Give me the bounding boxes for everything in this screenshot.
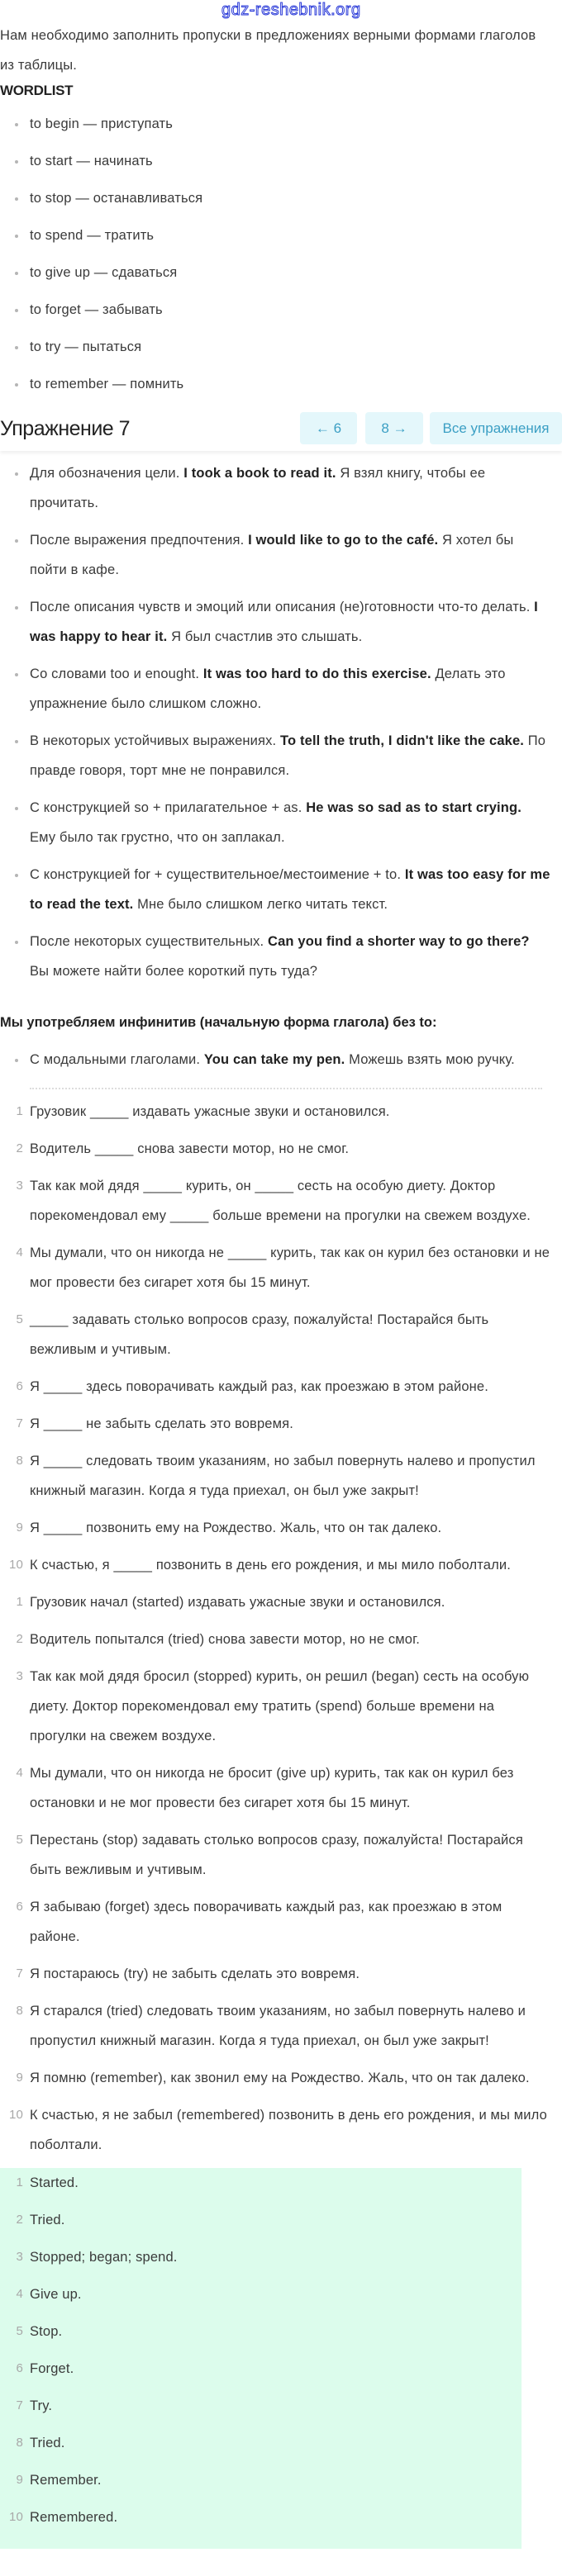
answer-item (0, 2354, 550, 2384)
rule-description: После выражения предпочтения. (30, 533, 249, 548)
task-item-text: Я _____ не забыть сделать это вовремя. (30, 1416, 293, 1431)
answer-item-text: Forget. (30, 2361, 74, 2376)
answer-item (0, 2391, 550, 2421)
wordlist-heading: WORDLIST (0, 83, 74, 98)
bullet-icon (15, 539, 18, 543)
rule-example: He was so sad as to start crying. (306, 800, 522, 815)
without-to-heading: Мы употребляем инфинитив (начальную форма глагола) без to: (0, 1015, 437, 1030)
rule-example: You can take my pen. (203, 1052, 345, 1067)
item-number: 2 (16, 1632, 23, 1646)
wordlist-text: to forget — забывать (30, 302, 163, 317)
rule-translation: Вы можете найти более короткий путь туда? (30, 964, 318, 979)
rule-translation: По правде говоря, торт мне не понравился. (30, 733, 546, 778)
item-number: 5 (16, 2324, 23, 2338)
translation-item (0, 1892, 550, 1952)
answer-item (0, 2205, 550, 2235)
arrow-left-icon: ← (315, 420, 330, 436)
wordlist-text: to spend — тратить (30, 228, 155, 243)
translation-item (0, 2063, 550, 2093)
intro-text: Нам необходимо заполнить пропуски в предложениях верными формами глаголов из таблицы. (0, 28, 536, 73)
item-number: 1 (16, 2175, 23, 2189)
wordlist-text: to try — пытаться (30, 339, 142, 354)
wordlist-text: to give up — сдаваться (30, 265, 178, 280)
translation-item-text: Я старался (tried) следовать твоим указаниям, но забыл повернуть налево и пропустил книжный магазин. Когда я туда приехал, он был уже закрыт! (30, 2004, 526, 2048)
item-number: 8 (16, 2004, 23, 2018)
wordlist-item (0, 332, 550, 362)
answer-item-text: Stop. (30, 2324, 63, 2339)
site-logo[interactable]: gdz-reshebnik.org (221, 1, 361, 19)
rule-example: I would like to go to the café. (248, 533, 439, 548)
rule-description: Со словами too и enought. (30, 667, 203, 681)
rule-example: It was too hard to do this exercise. (202, 667, 431, 681)
task-item-text: _____ задавать столько вопросов сразу, пожалуйста! Постарайся быть вежливым и учтивым. (30, 1312, 489, 1357)
translation-list (0, 1587, 562, 2160)
item-number: 2 (16, 2213, 23, 2227)
arrow-right-icon: → (393, 420, 407, 436)
wordlist-text: to start — начинать (30, 154, 153, 168)
translation-item-text: Так как мой дядя бросил (stopped) курить, он решил (began) сесть на особую диету. Доктор порекомендовал ему тратить (spend) больше времени на прогулки на свежем воздухе. (30, 1669, 530, 1743)
bullet-icon (15, 941, 18, 944)
item-number: 5 (16, 1833, 23, 1847)
rule-example: I was happy to hear it. (30, 600, 538, 644)
item-number: 6 (16, 1379, 23, 1393)
bullet-icon (15, 807, 18, 810)
translation-item-text: Перестань (stop) задавать столько вопросов сразу, пожалуйста! Постарайся быть вежливым и учтивым. (30, 1833, 523, 1877)
item-number: 7 (16, 2398, 23, 2412)
answer-item (0, 2279, 550, 2309)
rule-item (0, 860, 550, 919)
rule-item (0, 726, 550, 785)
answer-item-text: Stopped; began; spend. (30, 2250, 178, 2265)
item-number: 3 (16, 1669, 23, 1683)
item-number: 1 (16, 1104, 23, 1118)
wordlist-item (0, 183, 550, 213)
wordlist-item (0, 369, 550, 399)
task-item (0, 1446, 550, 1506)
rule-description: Для обозначения цели. (30, 466, 184, 481)
rule-translation: Ему было так грустно, что он заплакал. (30, 830, 285, 845)
translation-item-text: Я постараюсь (try) не забыть сделать это вовремя. (30, 1966, 360, 1981)
rules-without-to-list (0, 1045, 562, 1075)
task-item (0, 1097, 550, 1127)
item-number: 1 (16, 1595, 23, 1609)
wordlist-text: to stop — останавливаться (30, 191, 203, 206)
bullet-icon (15, 740, 18, 743)
translation-item (0, 1959, 550, 1989)
item-number: 4 (16, 1766, 23, 1780)
item-number: 10 (9, 2510, 23, 2524)
rule-description: С конструкцией for + существительное/местоимение + to. (30, 867, 405, 882)
task-item (0, 1171, 550, 1231)
rule-description: После описания чувств и эмоций или описания (не)готовности что-то делать. (30, 600, 535, 614)
rule-description: С модальными глаголами. (30, 1052, 204, 1067)
bullet-icon (15, 197, 18, 201)
wordlist-item (0, 109, 550, 139)
translation-item-text: Я помню (remember), как звонил ему на Рождество. Жаль, что он так далеко. (30, 2071, 530, 2085)
rule-item (0, 793, 550, 852)
wordlist-item (0, 221, 550, 250)
bullet-icon (15, 673, 18, 676)
rule-example: It was too easy for me to read the text. (30, 867, 550, 912)
item-number: 9 (16, 2071, 23, 2085)
bullet-icon (15, 123, 18, 126)
wordlist-text: to remember — помнить (30, 377, 184, 391)
translation-item (0, 1587, 550, 1617)
item-number: 7 (16, 1966, 23, 1981)
translation-item (0, 2100, 550, 2160)
task-item (0, 1305, 550, 1364)
prev-exercise-number: 6 (333, 420, 342, 436)
bullet-icon (15, 606, 18, 610)
item-number: 8 (16, 2436, 23, 2450)
wordlist-item (0, 258, 550, 287)
task-item-text: Я _____ позвонить ему на Рождество. Жаль, что он так далеко. (30, 1520, 442, 1535)
item-number: 6 (16, 2361, 23, 2375)
item-number: 6 (16, 1900, 23, 1914)
translation-item (0, 1662, 550, 1751)
translation-item-text: Грузовик начал (started) издавать ужасные звуки и остановился. (30, 1595, 445, 1610)
item-number: 3 (16, 1179, 23, 1193)
item-number: 9 (16, 1520, 23, 1535)
task-item (0, 1134, 550, 1164)
rule-description: С конструкцией so + прилагательное + as. (30, 800, 307, 815)
page-title: Упражнение 7 (0, 417, 131, 440)
answer-item (0, 2168, 550, 2198)
rule-translation: Я был счастлив это слышать. (167, 629, 363, 644)
translation-item-text: Мы думали, что он никогда не бросит (give up) курить, так как он курил без остановки и не мог провести без сигарет хотя бы 15 минут. (30, 1766, 514, 1810)
bullet-icon (15, 272, 18, 275)
answer-item (0, 2242, 550, 2272)
translation-item-text: Водитель попытался (tried) снова завести мотор, но не смог. (30, 1632, 420, 1647)
next-exercise-button[interactable] (365, 412, 423, 444)
rule-item (0, 1045, 550, 1075)
task-item-text: Я _____ здесь поворачивать каждый раз, как проезжаю в этом районе. (30, 1379, 488, 1394)
translation-item (0, 1625, 550, 1654)
bullet-icon (15, 472, 18, 476)
item-number: 8 (16, 1454, 23, 1468)
answer-item (0, 2502, 550, 2532)
item-number: 7 (16, 1416, 23, 1430)
task-list (0, 1097, 562, 1580)
rule-item (0, 659, 550, 719)
bullet-icon (15, 874, 18, 877)
item-number: 3 (16, 2250, 23, 2264)
task-item-text: Мы думали, что он никогда не _____ курить, так как он курил без остановки и не мог провести без сигарет хотя бы 15 минут. (30, 1245, 550, 1290)
bullet-icon (15, 235, 18, 238)
answer-item (0, 2465, 550, 2495)
answer-item-text: Tried. (30, 2213, 65, 2227)
rule-translation: Можешь взять мою ручку. (345, 1052, 515, 1067)
rule-description: После некоторых существительных. (30, 934, 269, 949)
task-item-text: Водитель _____ снова завести мотор, но не смог. (30, 1141, 350, 1156)
answer-item-text: Give up. (30, 2287, 82, 2302)
task-item (0, 1238, 550, 1297)
task-item (0, 1550, 550, 1580)
translation-item (0, 1996, 550, 2056)
translation-item-text: К счастью, я не забыл (remembered) позвонить в день его рождения, и мы мило поболтали. (30, 2108, 547, 2152)
task-item-text: Грузовик _____ издавать ужасные звуки и остановился. (30, 1104, 390, 1119)
task-item (0, 1372, 550, 1402)
translation-item-text: Я забываю (forget) здесь поворачивать каждый раз, как проезжаю в этом районе. (30, 1900, 502, 1944)
answer-item (0, 2428, 550, 2458)
item-number: 4 (16, 2287, 23, 2301)
rule-item (0, 525, 550, 585)
task-item (0, 1513, 550, 1543)
answer-item-text: Tried. (30, 2436, 65, 2450)
bullet-icon (15, 1059, 18, 1062)
rule-item (0, 592, 550, 652)
task-item-text: К счастью, я _____ позвонить в день его рождения, и мы мило поболтали. (30, 1558, 511, 1573)
rule-item (0, 458, 550, 518)
rule-translation: Я взял книгу, чтобы ее прочитать. (30, 466, 486, 510)
exercise-header (0, 406, 562, 451)
prev-exercise-button[interactable] (300, 412, 357, 444)
rule-example: To tell the truth, I didn't like the cake. (280, 733, 525, 748)
answer-item (0, 2317, 550, 2346)
task-item-text: Так как мой дядя _____ курить, он _____ сесть на особую диету. Доктор порекомендовал ему _____ больше времени на прогулки на свежем воздухе. (30, 1179, 531, 1223)
rule-description: В некоторых устойчивых выражениях. (30, 733, 280, 748)
answer-item-text: Remembered. (30, 2510, 118, 2525)
rule-translation: Мне было слишком легко читать текст. (133, 897, 388, 912)
bullet-icon (15, 309, 18, 312)
item-number: 10 (9, 1558, 23, 1572)
rule-example: Can you find a shorter way to go there? (268, 934, 530, 949)
bullet-icon (15, 383, 18, 387)
task-item (0, 1409, 550, 1439)
answer-item-text: Try. (30, 2398, 53, 2413)
answer-item-text: Remember. (30, 2473, 102, 2488)
answer-item-text: Started. (30, 2175, 79, 2190)
translation-item (0, 1758, 550, 1818)
answers-box (0, 2168, 522, 2549)
rule-example: I took a book to read it. (183, 466, 336, 481)
item-number: 9 (16, 2473, 23, 2487)
wordlist-item (0, 295, 550, 325)
item-number: 5 (16, 1312, 23, 1326)
item-number: 10 (9, 2108, 23, 2122)
rule-item (0, 927, 550, 986)
bullet-icon (15, 346, 18, 349)
wordlist (0, 109, 562, 399)
all-exercises-button[interactable]: Все упражнения (430, 412, 562, 444)
item-number: 4 (16, 1245, 23, 1260)
rule-translation: Делать это упражнение было слишком сложно. (30, 667, 506, 711)
rule-translation: Я хотел бы пойти в кафе. (30, 533, 514, 577)
wordlist-text: to begin — приступать (30, 116, 174, 131)
translation-item (0, 1825, 550, 1885)
rules-list (0, 458, 562, 986)
next-exercise-number: 8 (381, 420, 389, 436)
item-number: 2 (16, 1141, 23, 1155)
wordlist-item (0, 146, 550, 176)
task-item-text: Я _____ следовать твоим указаниям, но забыл повернуть налево и пропустил книжный магазин. Когда я туда приехал, он был уже закрыт! (30, 1454, 536, 1498)
divider (30, 1088, 542, 1089)
bullet-icon (15, 160, 18, 164)
